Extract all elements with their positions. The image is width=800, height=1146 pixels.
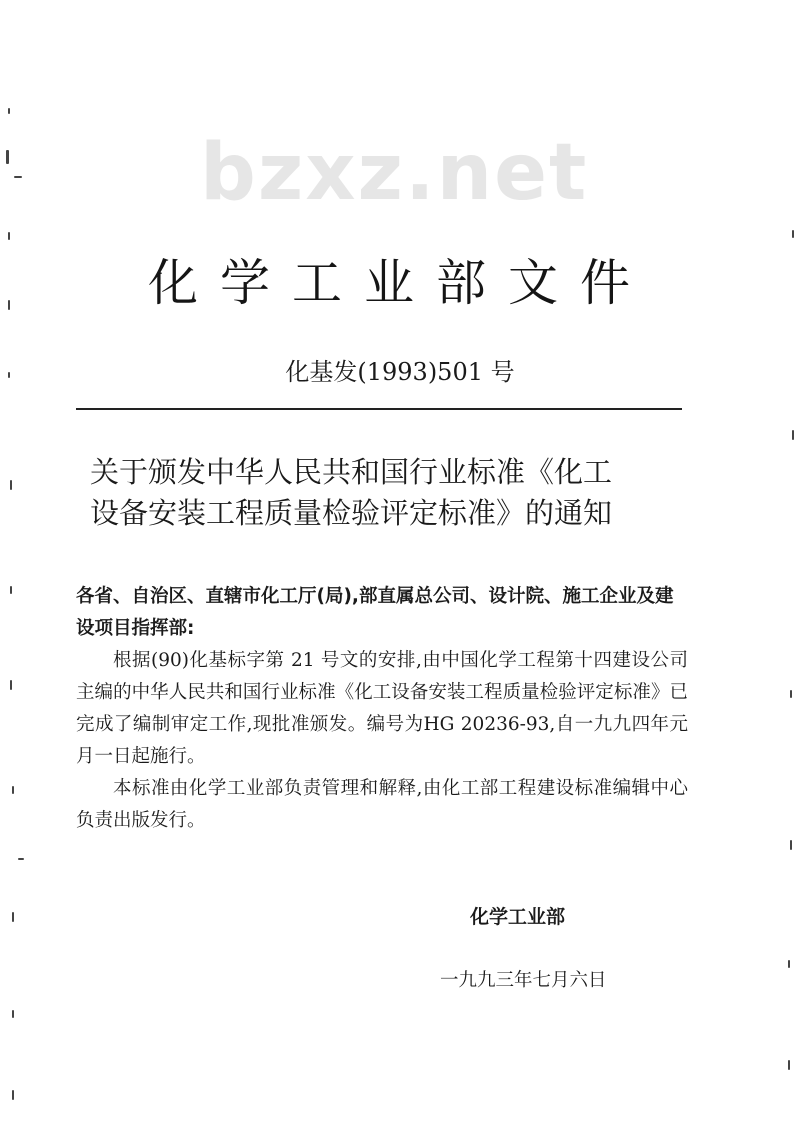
scan-speck (18, 858, 24, 860)
scan-speck (8, 108, 10, 114)
signature-date: 一九九三年七月六日 (440, 970, 607, 991)
scan-speck (790, 690, 792, 698)
scan-speck (12, 1010, 14, 1018)
notice-title (90, 452, 700, 534)
body-paragraph-2: 本标准由化学工业部负责管理和解释,由化工部工程建设标准编辑中心负责出版发行。 (76, 778, 688, 831)
signature-organization: 化学工业部 (470, 906, 566, 928)
scan-speck (792, 430, 794, 440)
addressee: 各省、自治区、直辖市化工厅(局),部直属总公司、设计院、施工企业及建设项目指挥部: (76, 586, 674, 639)
body-paragraph-1: 根据(90)化基标字第 21 号文的安排,由中国化学工程第十四建设公司主编的中华人民共和国行业标准《化工设备安装工程质量检验评定标准》已完成了编制审定工作,现批准颁发。编号为HG 20236-93,自一九九四年元月一日起施行。 (76, 650, 688, 767)
scan-speck (792, 230, 794, 238)
watermark: bzxz.net (200, 128, 589, 218)
scan-speck (8, 372, 10, 378)
scan-speck (8, 232, 10, 240)
header-divider (76, 408, 682, 410)
scan-speck (10, 480, 12, 490)
masthead-title: 化学工业部文件 (148, 254, 652, 312)
notice-title-line-1: 关于颁发中华人民共和国行业标准《化工 (90, 455, 613, 489)
scan-speck (8, 300, 10, 310)
notice-title-line-2: 设备安装工程质量检验评定标准》的通知 (90, 496, 613, 530)
scan-speck (12, 786, 14, 794)
scan-speck (6, 150, 9, 164)
notice-body (76, 645, 688, 837)
document-number: 化基发(1993)501 号 (285, 358, 515, 386)
scan-speck (14, 176, 22, 178)
scan-speck (12, 912, 14, 922)
scan-speck (12, 1090, 14, 1100)
scan-speck (788, 1060, 790, 1070)
scan-speck (788, 960, 790, 968)
scan-speck (10, 680, 12, 690)
scan-speck (790, 840, 792, 850)
scan-speck (10, 586, 12, 594)
